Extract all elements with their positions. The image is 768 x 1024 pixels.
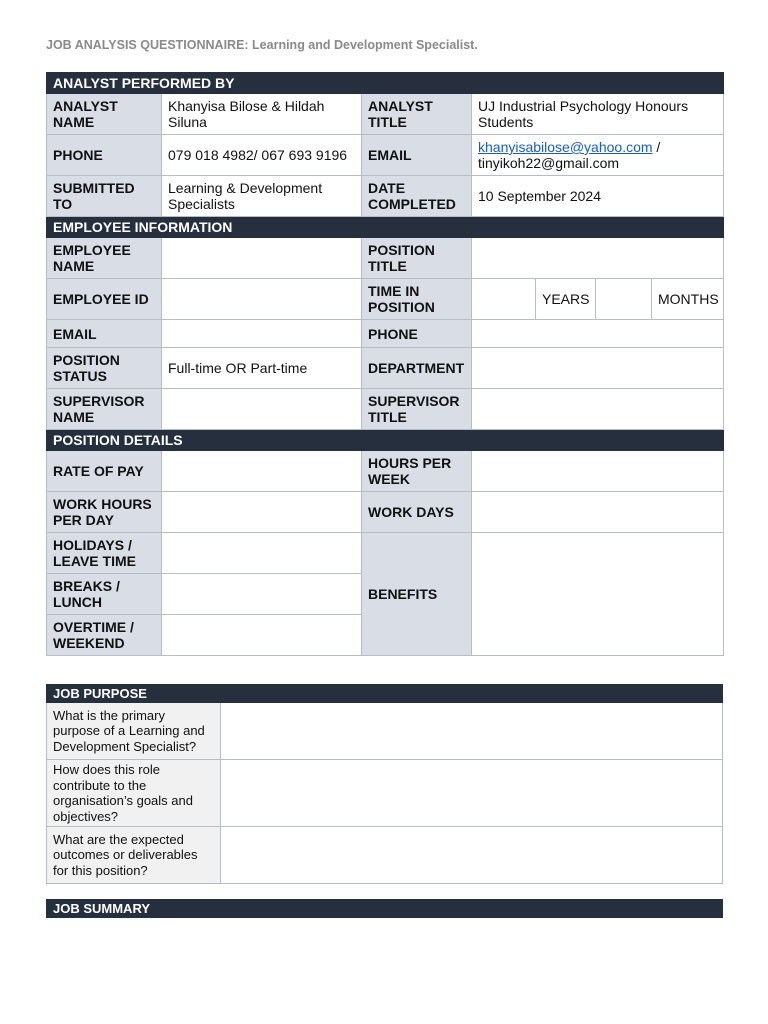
hours-per-week-value[interactable]: [472, 451, 724, 492]
rate-of-pay-label: RATE OF PAY: [47, 451, 162, 492]
employee-phone-label: PHONE: [362, 320, 472, 348]
employee-id-value[interactable]: [162, 279, 362, 320]
employee-name-label: EMPLOYEE NAME: [47, 238, 162, 279]
employee-header: EMPLOYEE INFORMATION: [47, 217, 724, 238]
hours-per-week-label: HOURS PER WEEK: [362, 451, 472, 492]
department-label: DEPARTMENT: [362, 348, 472, 389]
analyst-title-value[interactable]: UJ Industrial Psychology Honours Students: [472, 94, 724, 135]
work-hours-value[interactable]: [162, 492, 362, 533]
employee-phone-value[interactable]: [472, 320, 724, 348]
employee-email-value[interactable]: [162, 320, 362, 348]
analyst-title-label: ANALYST TITLE: [362, 94, 472, 135]
section-header-analysis: [47, 73, 724, 94]
employee-email-label: EMAIL: [47, 320, 162, 348]
benefits-value[interactable]: [472, 533, 724, 656]
department-value[interactable]: [472, 348, 724, 389]
table-row: [47, 760, 723, 827]
table-row: [47, 827, 723, 884]
employee-id-label: EMPLOYEE ID: [47, 279, 162, 320]
breaks-value[interactable]: [162, 574, 362, 615]
overtime-value[interactable]: [162, 615, 362, 656]
time-in-position-label: TIME IN POSITION: [362, 279, 472, 320]
job-purpose-header: JOB PURPOSE: [47, 685, 723, 703]
analyst-email-value: [472, 135, 724, 176]
breaks-label: BREAKS / LUNCH: [47, 574, 162, 615]
answer-expected-outcomes[interactable]: [221, 827, 723, 884]
work-hours-label: WORK HOURS PER DAY: [47, 492, 162, 533]
email-2: tinyikoh22@gmail.com: [478, 155, 620, 171]
position-header: POSITION DETAILS: [47, 430, 724, 451]
submitted-to-label: SUBMITTED TO: [47, 176, 162, 217]
years-label: YEARS: [536, 279, 596, 320]
holidays-value[interactable]: [162, 533, 362, 574]
work-days-value[interactable]: [472, 492, 724, 533]
years-value[interactable]: [472, 279, 536, 320]
overtime-label: OVERTIME / WEEKEND: [47, 615, 162, 656]
section-header-job-summary: [47, 900, 723, 918]
document-title: JOB ANALYSIS QUESTIONNAIRE: Learning and Development Specialist.: [46, 38, 478, 52]
analyst-name-value[interactable]: Khanyisa Bilose & Hildah Siluna: [162, 94, 362, 135]
section-header-job-purpose: [47, 685, 723, 703]
job-summary-header: JOB SUMMARY: [47, 900, 723, 918]
position-title-value[interactable]: [472, 238, 724, 279]
analysis-header: ANALYST PERFORMED BY: [47, 73, 724, 94]
section-header-employee: [47, 217, 724, 238]
rate-of-pay-value[interactable]: [162, 451, 362, 492]
email-separator: /: [652, 139, 661, 155]
section-header-position: [47, 430, 724, 451]
date-completed-label: DATE COMPLETED: [362, 176, 472, 217]
position-status-label: POSITION STATUS: [47, 348, 162, 389]
job-summary-table: [46, 899, 723, 918]
supervisor-name-value[interactable]: [162, 389, 362, 430]
date-completed-value[interactable]: 10 September 2024: [472, 176, 724, 217]
table-row: [47, 703, 723, 760]
analyst-email-label: EMAIL: [362, 135, 472, 176]
months-label: MONTHS: [652, 279, 724, 320]
supervisor-title-label: SUPERVISOR TITLE: [362, 389, 472, 430]
holidays-label: HOLIDAYS / LEAVE TIME: [47, 533, 162, 574]
question-expected-outcomes: What are the expected outcomes or deliverables for this position?: [47, 827, 221, 884]
submitted-to-value[interactable]: Learning & Development Specialists: [162, 176, 362, 217]
months-value[interactable]: [596, 279, 652, 320]
supervisor-title-value[interactable]: [472, 389, 724, 430]
question-role-contribution: How does this role contribute to the organisation’s goals and objectives?: [47, 760, 221, 827]
analyst-name-label: ANALYST NAME: [47, 94, 162, 135]
answer-primary-purpose[interactable]: [221, 703, 723, 760]
analyst-phone-label: PHONE: [47, 135, 162, 176]
benefits-label: BENEFITS: [362, 533, 472, 656]
email-link-1[interactable]: khanyisabilose@yahoo.com: [478, 139, 653, 155]
job-purpose-table: [46, 684, 723, 884]
work-days-label: WORK DAYS: [362, 492, 472, 533]
answer-role-contribution[interactable]: [221, 760, 723, 827]
employee-name-value[interactable]: [162, 238, 362, 279]
supervisor-name-label: SUPERVISOR NAME: [47, 389, 162, 430]
position-title-label: POSITION TITLE: [362, 238, 472, 279]
question-primary-purpose: What is the primary purpose of a Learning and Development Specialist?: [47, 703, 221, 760]
position-status-value[interactable]: Full-time OR Part-time: [162, 348, 362, 389]
analyst-phone-value[interactable]: 079 018 4982/ 067 693 9196: [162, 135, 362, 176]
job-analysis-table: [46, 72, 724, 656]
